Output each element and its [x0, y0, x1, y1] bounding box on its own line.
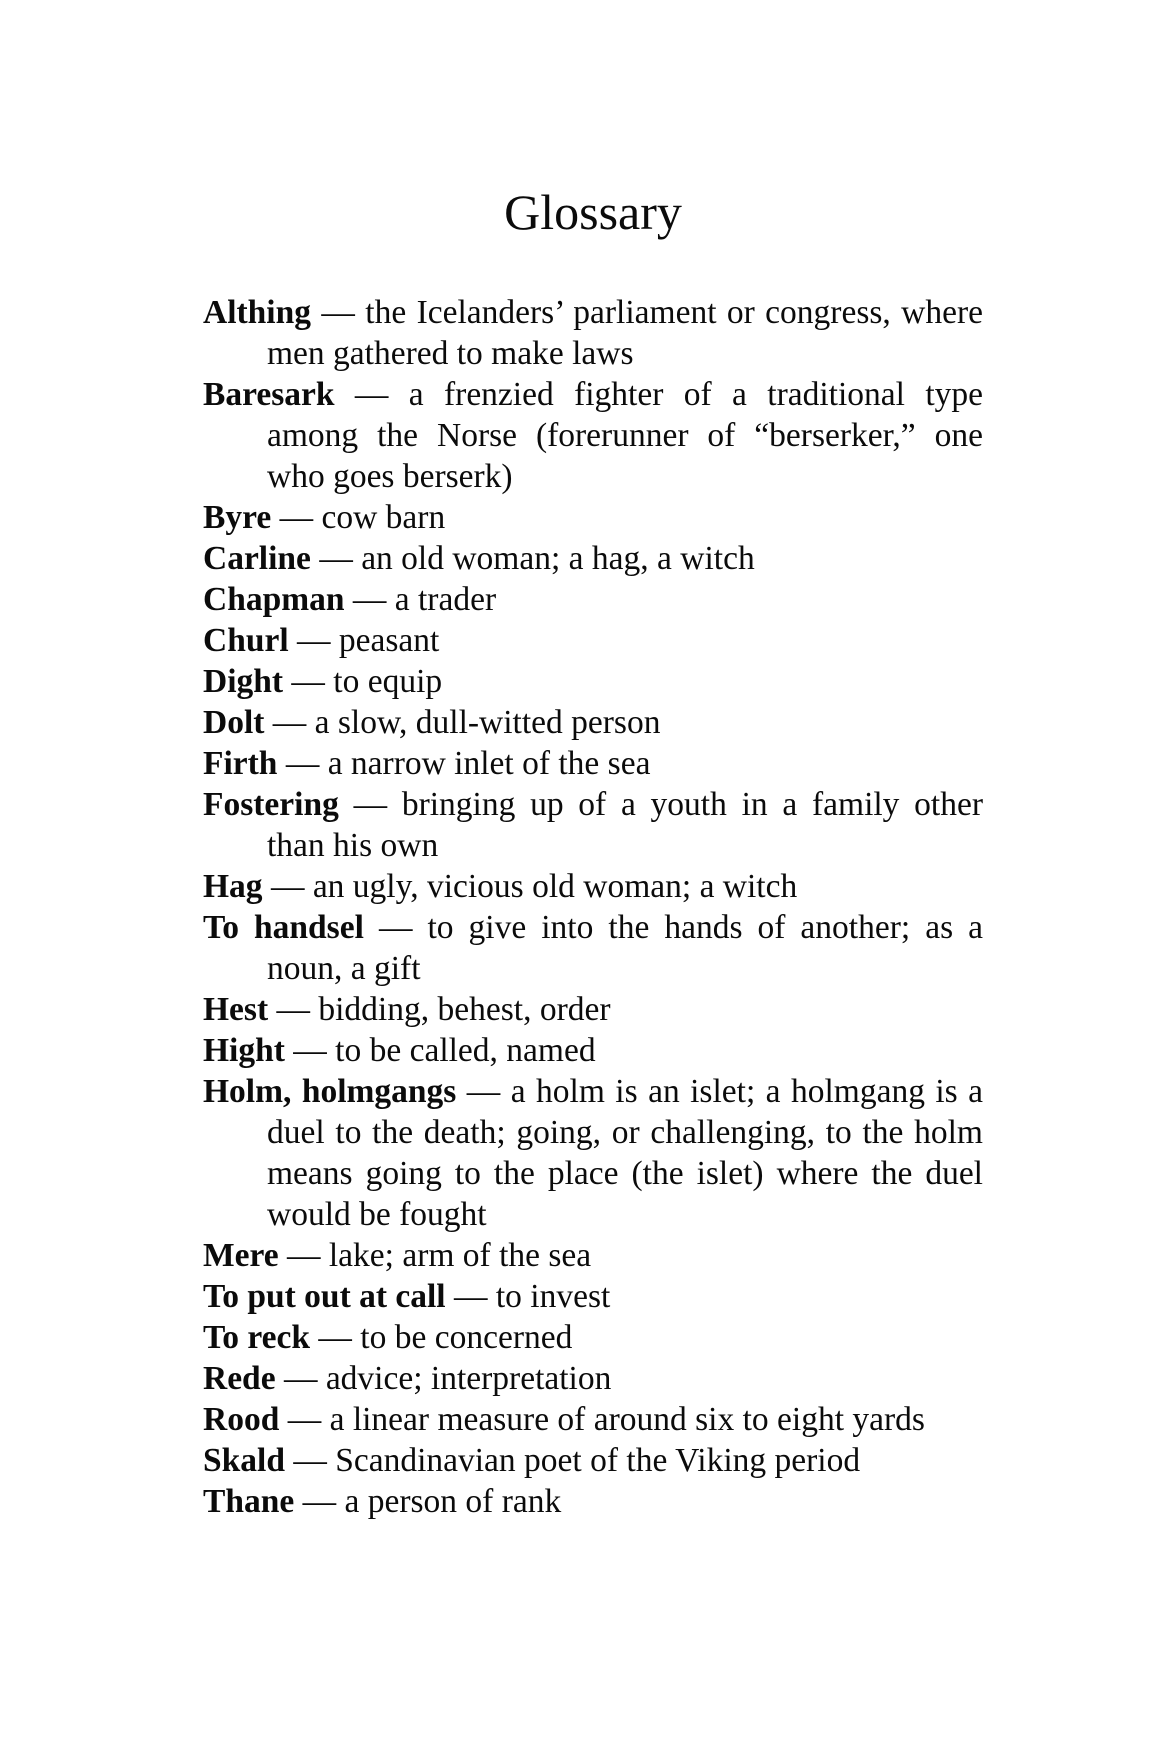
em-dash: —	[285, 745, 320, 782]
page-title: Glossary	[504, 184, 682, 240]
glossary-entry	[203, 1071, 983, 1235]
glossary-definition: to equip	[333, 663, 443, 700]
glossary-entry	[203, 989, 983, 1030]
glossary-entry	[203, 784, 983, 866]
glossary-term: Skald	[203, 1442, 285, 1479]
glossary-list	[203, 292, 983, 1522]
em-dash: —	[287, 1401, 322, 1438]
em-dash: —	[279, 499, 314, 536]
glossary-term: Hight	[203, 1032, 285, 1069]
glossary-definition: a linear measure of around six to eight yards	[329, 1401, 925, 1438]
glossary-term: Hag	[203, 868, 263, 905]
glossary-entry	[203, 1399, 983, 1440]
glossary-term: Thane	[203, 1483, 295, 1520]
glossary-definition: a person of rank	[344, 1483, 562, 1520]
glossary-definition: an ugly, vicious old woman; a witch	[312, 868, 798, 905]
glossary-definition: a narrow inlet of the sea	[327, 745, 651, 782]
glossary-entry	[203, 907, 983, 989]
glossary-definition: cow barn	[321, 499, 446, 536]
glossary-entry	[203, 538, 983, 579]
glossary-term: Rood	[203, 1401, 280, 1438]
glossary-definition: lake; arm of the sea	[328, 1237, 592, 1274]
em-dash: —	[293, 1442, 327, 1479]
glossary-term: Althing	[203, 294, 311, 331]
glossary-entry	[203, 743, 983, 784]
glossary-term: Carline	[203, 540, 311, 577]
glossary-entry	[203, 1235, 983, 1276]
glossary-definition: to be concerned	[360, 1319, 573, 1356]
em-dash: —	[302, 1483, 337, 1520]
glossary-term: To handsel	[203, 909, 364, 946]
glossary-definition: bidding, behest, order	[318, 991, 611, 1028]
em-dash: —	[319, 540, 353, 577]
glossary-entry	[203, 1276, 983, 1317]
glossary-entry	[203, 1440, 983, 1481]
glossary-definition: advice; interpretation	[325, 1360, 612, 1397]
em-dash: —	[352, 581, 387, 618]
glossary-entry	[203, 1358, 983, 1399]
em-dash: —	[297, 622, 331, 659]
glossary-entry	[203, 1481, 983, 1522]
glossary-entry	[203, 661, 983, 702]
em-dash: —	[321, 294, 355, 331]
glossary-entry	[203, 497, 983, 538]
em-dash: —	[318, 1319, 352, 1356]
glossary-definition: bringing up of a youth in a family other than his own	[267, 786, 983, 864]
em-dash: —	[272, 704, 307, 741]
glossary-definition: a trader	[394, 581, 497, 618]
glossary-definition: to be called, named	[335, 1032, 596, 1069]
glossary-definition: a holm is an islet; a holmgang is a duel to the death; going, or challenging, to the holm means going to the place (the islet) where the duel would be fought	[267, 1073, 984, 1233]
em-dash: —	[283, 1360, 318, 1397]
glossary-term: To reck	[203, 1319, 311, 1356]
glossary-entry	[203, 702, 983, 743]
glossary-definition: a frenzied fighter of a traditional type among the Norse (forerunner of “berserker,” one who goes berserk)	[267, 376, 984, 495]
glossary-definition: an old woman; a hag, a witch	[361, 540, 755, 577]
glossary-definition: a slow, dull-witted person	[314, 704, 661, 741]
glossary-term: Fostering	[203, 786, 339, 823]
em-dash: —	[378, 909, 413, 946]
em-dash: —	[454, 1278, 488, 1315]
glossary-definition: to invest	[495, 1278, 611, 1315]
em-dash: —	[276, 991, 310, 1028]
em-dash: —	[287, 1237, 321, 1274]
page-content	[203, 0, 983, 1522]
glossary-entry	[203, 374, 983, 497]
glossary-term: Holm, holmgangs	[203, 1073, 457, 1110]
glossary-entry	[203, 1317, 983, 1358]
glossary-definition: the Icelanders’ parliament or congress, where men gathered to make laws	[267, 294, 983, 372]
em-dash: —	[353, 786, 388, 823]
em-dash: —	[466, 1073, 501, 1110]
em-dash: —	[293, 1032, 327, 1069]
glossary-term: Rede	[203, 1360, 276, 1397]
glossary-term: Chapman	[203, 581, 345, 618]
em-dash: —	[270, 868, 305, 905]
glossary-term: Dolt	[203, 704, 265, 741]
glossary-definition: Scandinavian poet of the Viking period	[335, 1442, 861, 1479]
glossary-entry	[203, 1030, 983, 1071]
glossary-term: Dight	[203, 663, 284, 700]
glossary-term: Hest	[203, 991, 269, 1028]
glossary-entry	[203, 579, 983, 620]
glossary-entry	[203, 866, 983, 907]
glossary-term: Byre	[203, 499, 272, 536]
glossary-term: Firth	[203, 745, 278, 782]
glossary-term: To put out at call	[203, 1278, 446, 1315]
glossary-entry	[203, 620, 983, 661]
glossary-term: Mere	[203, 1237, 279, 1274]
glossary-definition: to give into the hands of another; as a noun, a gift	[267, 909, 984, 987]
glossary-term: Baresark	[203, 376, 335, 413]
em-dash: —	[354, 376, 389, 413]
glossary-entry	[203, 292, 983, 374]
em-dash: —	[291, 663, 325, 700]
glossary-term: Churl	[203, 622, 289, 659]
glossary-definition: peasant	[338, 622, 440, 659]
